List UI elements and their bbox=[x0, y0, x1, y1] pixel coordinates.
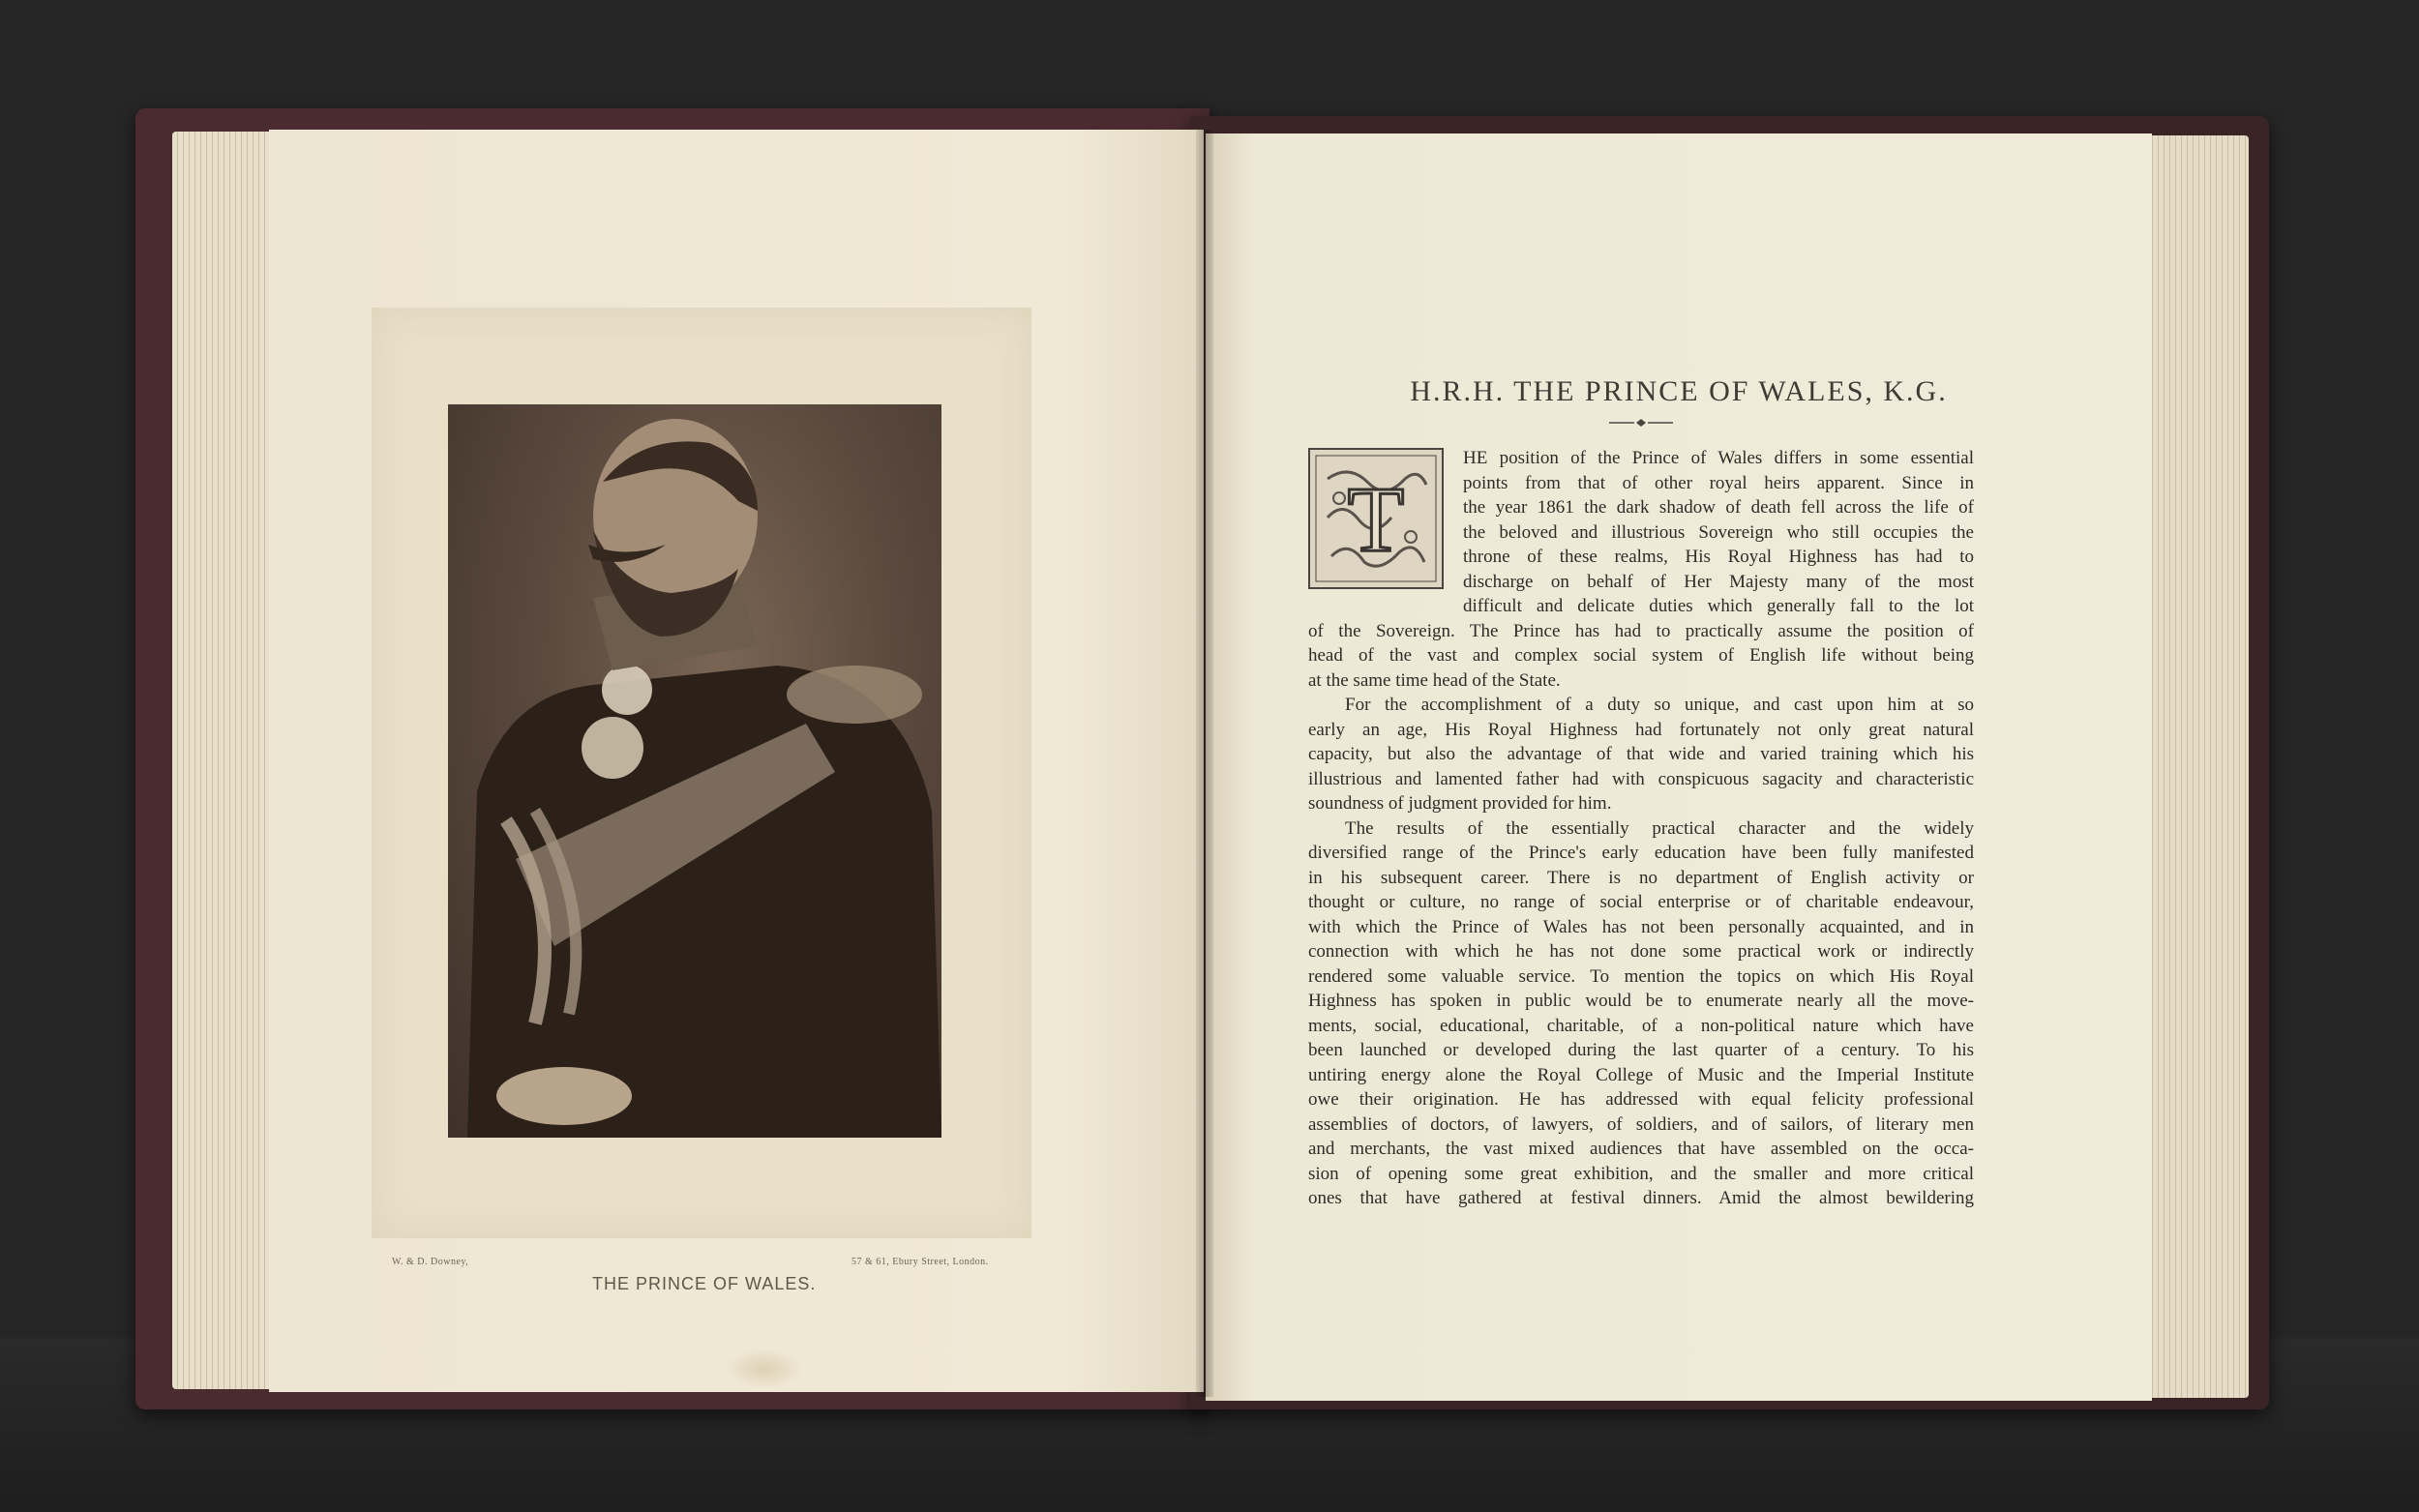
text-line: ones that have gathered at festival dinners. Amid the almost bewildering bbox=[1308, 1188, 1974, 1208]
text-line: untiring energy alone the Royal College of Music and the Imperial Institute bbox=[1308, 1064, 1974, 1085]
text-line: sion of opening some great exhibition, and the smaller and more critical bbox=[1308, 1163, 1974, 1184]
text-line: been launched or developed during the last quarter of a century. To his bbox=[1308, 1040, 1974, 1060]
photographer-credit: W. & D. Downey, bbox=[392, 1257, 469, 1267]
text-line: the beloved and illustrious Sovereign who still occupies the bbox=[1463, 521, 1974, 543]
text-line: at the same time head of the State. bbox=[1308, 669, 1561, 691]
text-line: the year 1861 the dark shadow of death fell across the life of bbox=[1463, 497, 1974, 518]
portrait-figure-icon bbox=[448, 404, 941, 1138]
portrait-photograph bbox=[448, 404, 941, 1138]
text-line: assemblies of doctors, of lawyers, of soldiers, and of sailors, of literary men bbox=[1308, 1113, 1974, 1135]
text-line: thought or culture, no range of social enterprise or of charitable endeavour, bbox=[1308, 892, 1974, 912]
address-credit: 57 & 61, Ebury Street, London. bbox=[851, 1257, 989, 1267]
text-line: Highness has spoken in public would be to enumerate nearly all the move- bbox=[1308, 991, 1974, 1011]
text-line: owe their origination. He has addressed with equal felicity professional bbox=[1308, 1089, 1974, 1110]
text-line: in his subsequent career. There is no department of English activity or bbox=[1308, 867, 1974, 888]
text-line: throne of these realms, His Royal Highness has had to bbox=[1463, 547, 1974, 567]
page-title: H.R.H. THE PRINCE OF WALES, K.G. bbox=[1410, 375, 1948, 407]
page-edges-left bbox=[172, 132, 274, 1389]
text-line: with which the Prince of Wales has not been personally acquainted, and in bbox=[1308, 916, 1974, 937]
text-line: HE position of the Prince of Wales differs in some essential bbox=[1463, 448, 1974, 468]
text-line: difficult and delicate duties which generally fall to the lot bbox=[1463, 596, 1974, 616]
text-line: ments, social, educational, charitable, of a non-political nature which have bbox=[1308, 1015, 1974, 1036]
text-line: connection with which he has not done some practical work or indirectly bbox=[1308, 941, 1974, 962]
page-edges-right bbox=[2146, 135, 2249, 1398]
text-line: points from that of other royal heirs apparent. Since in bbox=[1463, 472, 1974, 493]
book-gutter bbox=[1196, 130, 1213, 1397]
article-body bbox=[1308, 446, 1974, 1211]
text-line: illustrious and lamented father had with conspicuous sagacity and characteristic bbox=[1308, 768, 1974, 789]
text-line: rendered some valuable service. To mention the topics on which His Royal bbox=[1308, 965, 1974, 987]
paper-stain bbox=[726, 1349, 803, 1388]
text-line: diversified range of the Prince's early education have been fully manifested bbox=[1308, 843, 1974, 863]
text-line: head of the vast and complex social system of English life without being bbox=[1308, 645, 1974, 666]
text-line: of the Sovereign. The Prince has had to practically assume the position of bbox=[1308, 620, 1974, 641]
text-line: discharge on behalf of Her Majesty many of the most bbox=[1463, 571, 1974, 592]
text-line: For the accomplishment of a duty so unique, and cast upon him at so bbox=[1345, 695, 1974, 715]
text-line: The results of the essentially practical character and the widely bbox=[1345, 817, 1974, 839]
title-ornament-icon bbox=[1609, 418, 1673, 428]
text-line: capacity, but also the advantage of that wide and varied training which his bbox=[1308, 744, 1974, 764]
text-line: and merchants, the vast mixed audiences that have assembled on the occa- bbox=[1308, 1139, 1974, 1159]
photo-caption: THE PRINCE OF WALES. bbox=[592, 1274, 817, 1293]
text-line: early an age, His Royal Highness had fortunately not only great natural bbox=[1308, 719, 1974, 740]
drop-cap-letter: T bbox=[1347, 467, 1405, 571]
text-line: soundness of judgment provided for him. bbox=[1308, 793, 1612, 814]
